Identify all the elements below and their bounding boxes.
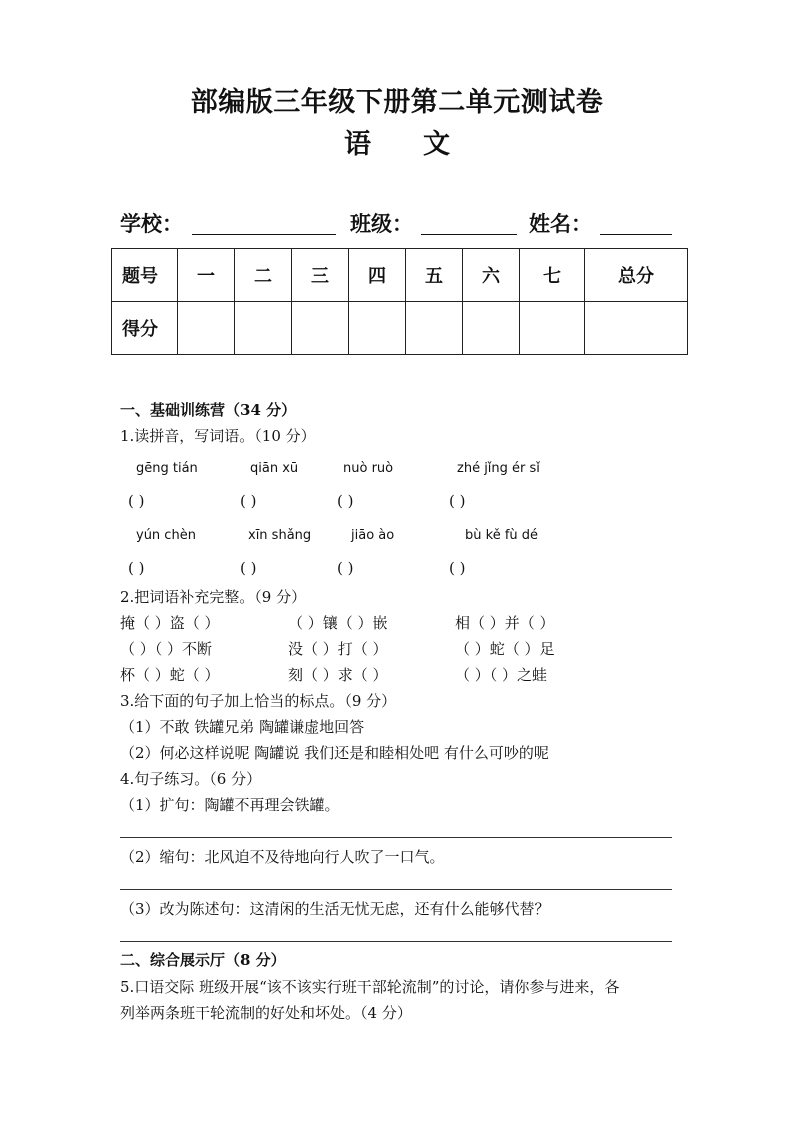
- idiom-blank[interactable]: 没（ ）打（ ）: [288, 640, 388, 658]
- pinyin-6: xīn shǎng: [248, 528, 312, 543]
- pinyin-1: gēng tián: [136, 461, 198, 476]
- score-cell[interactable]: [520, 302, 585, 355]
- idiom-blank[interactable]: 相（ ）并（ ）: [455, 614, 555, 632]
- q4-item-2: （2）缩句：北风迫不及待地向行人吹了一口气。: [120, 848, 445, 866]
- header-cell: 二: [235, 249, 292, 302]
- pinyin-7: jiāo ào: [351, 528, 395, 543]
- idiom-blank[interactable]: （ ）（ ）不断: [120, 640, 213, 658]
- answer-blank[interactable]: ( ): [240, 492, 257, 510]
- header-cell: 六: [463, 249, 520, 302]
- subject-char-1: 语: [344, 129, 371, 160]
- q3-prompt: 3.给下面的句子加上恰当的标点。（9 分）: [120, 692, 397, 710]
- answer-blank[interactable]: ( ): [337, 559, 354, 577]
- score-cell[interactable]: [292, 302, 349, 355]
- header-cell: 题号: [112, 249, 178, 302]
- answer-line[interactable]: [120, 889, 672, 890]
- idiom-blank[interactable]: （ ）蛇（ ）足: [455, 640, 555, 658]
- q3-sentence-1: （1）不敢 铁罐兄弟 陶罐谦虚地回答: [120, 718, 365, 736]
- q3-sentence-2: （2）何必这样说呢 陶罐说 我们还是和睦相处吧 有什么可吵的呢: [120, 744, 549, 762]
- score-cell[interactable]: [178, 302, 235, 355]
- answer-line[interactable]: [120, 837, 672, 838]
- header-cell: 总分: [585, 249, 688, 302]
- school-field[interactable]: [192, 234, 336, 235]
- answer-blank[interactable]: ( ): [128, 559, 145, 577]
- section-2-title: 二、综合展示厅（8 分）: [120, 951, 286, 969]
- pinyin-3: nuò ruò: [343, 461, 394, 476]
- name-field[interactable]: [600, 234, 672, 235]
- idiom-blank[interactable]: 刻（ ）求（ ）: [288, 666, 388, 684]
- q4-item-1: （1）扩句：陶罐不再理会铁罐。: [120, 796, 340, 814]
- header-cell: 七: [520, 249, 585, 302]
- idiom-blank[interactable]: （ ）（ ）之蛙: [455, 666, 548, 684]
- idiom-blank[interactable]: 掩（ ）盗（ ）: [120, 614, 220, 632]
- score-cell[interactable]: [406, 302, 463, 355]
- answer-blank[interactable]: ( ): [128, 492, 145, 510]
- header-cell: 一: [178, 249, 235, 302]
- score-row-label: 得分: [112, 302, 178, 355]
- pinyin-8: bù kě fù dé: [465, 528, 539, 543]
- q1-prompt: 1.读拼音，写词语。（10 分）: [120, 427, 316, 445]
- idiom-blank[interactable]: 杯（ ）蛇（ ）: [120, 666, 220, 684]
- score-table: [111, 248, 688, 355]
- name-label: 姓名：: [529, 211, 592, 236]
- idiom-blank[interactable]: （ ）镶（ ）嵌: [288, 614, 388, 632]
- pinyin-5: yún chèn: [136, 528, 196, 543]
- answer-blank[interactable]: ( ): [449, 492, 466, 510]
- answer-line[interactable]: [120, 941, 672, 942]
- q5-line-1: 5.口语交际 班级开展“该不该实行班干部轮流制”的讨论，请你参与进来，各: [120, 978, 620, 996]
- exam-title: 部编版三年级下册第二单元测试卷: [190, 87, 604, 118]
- school-label: 学校：: [120, 211, 183, 236]
- score-cell[interactable]: [463, 302, 520, 355]
- score-cell[interactable]: [585, 302, 688, 355]
- q4-prompt: 4.句子练习。（6 分）: [120, 770, 262, 788]
- answer-blank[interactable]: ( ): [449, 559, 466, 577]
- answer-blank[interactable]: ( ): [240, 559, 257, 577]
- subject-title: [0, 122, 794, 161]
- header-cell: 五: [406, 249, 463, 302]
- header-cell: 三: [292, 249, 349, 302]
- answer-blank[interactable]: ( ): [337, 492, 354, 510]
- class-field[interactable]: [421, 234, 517, 235]
- score-table-score-row: [112, 302, 688, 355]
- pinyin-2: qiān xū: [250, 461, 299, 476]
- section-1-title: 一、基础训练营（34 分）: [120, 401, 297, 419]
- q2-prompt: 2.把词语补充完整。（9 分）: [120, 588, 307, 606]
- subject-char-2: 文: [423, 129, 450, 160]
- q5-line-2: 列举两条班干轮流制的好处和坏处。（4 分）: [120, 1004, 412, 1022]
- pinyin-4: zhé jǐng ér sǐ: [457, 461, 540, 476]
- header-cell: 四: [349, 249, 406, 302]
- q4-item-3: （3）改为陈述句：这清闲的生活无忧无虑，还有什么能够代替？: [120, 900, 550, 918]
- score-cell[interactable]: [349, 302, 406, 355]
- student-info: [120, 208, 680, 240]
- class-label: 班级：: [350, 211, 413, 236]
- score-cell[interactable]: [235, 302, 292, 355]
- score-table-header-row: [112, 249, 688, 302]
